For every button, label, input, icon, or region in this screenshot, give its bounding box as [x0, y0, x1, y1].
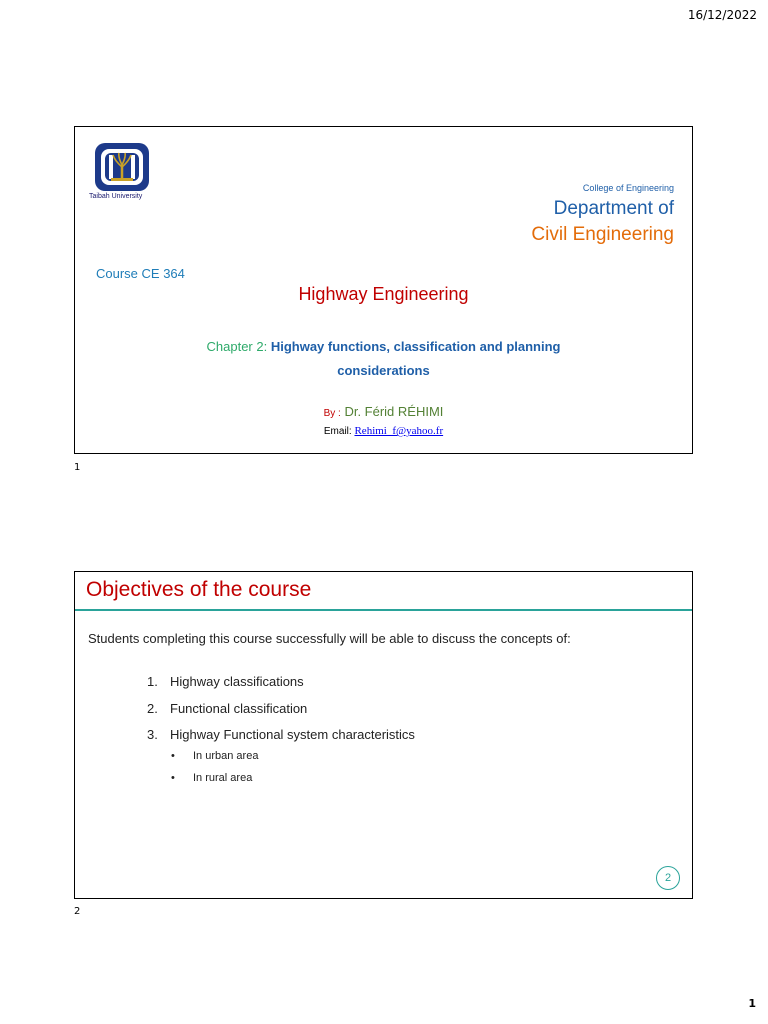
email-line	[75, 425, 692, 437]
page-number: 1	[748, 997, 756, 1010]
list-item: 2. Functional classification	[147, 700, 308, 716]
course-title: Highway Engineering	[298, 284, 469, 304]
print-date: 16/12/2022	[687, 8, 757, 22]
bullet-icon: •	[171, 750, 175, 762]
slide-number-1: 1	[74, 462, 81, 473]
chapter-heading	[135, 335, 632, 383]
university-name: Taibah University	[89, 193, 143, 200]
slide-number-2: 2	[74, 906, 81, 917]
author-name: Dr. Férid RÉHIMI	[344, 404, 444, 419]
list-item: • In rural area	[171, 772, 253, 784]
list-item: • In urban area	[171, 750, 259, 762]
list-item: 3. Highway Functional system characteristics	[147, 727, 415, 742]
chapter-title-line-1: Highway functions, classification and planning	[270, 339, 561, 354]
email-link[interactable]: Rehimi_f@yahoo.fr	[354, 425, 444, 437]
objectives-title: Objectives of the course	[86, 578, 312, 601]
chapter-label: Chapter 2:	[206, 339, 268, 354]
slide-2	[74, 571, 693, 899]
author-line	[75, 404, 692, 419]
list-item: 1. Highway classifications	[147, 674, 304, 689]
slide-badge: 2	[656, 866, 680, 890]
sub-bullet-list	[171, 750, 258, 794]
chapter-title-line-2: considerations	[337, 363, 430, 378]
college-name: College of Engineering	[582, 183, 674, 193]
department-line-1: Department of	[553, 198, 674, 219]
objectives-intro: Students completing this course successfully will be able to discuss the concepts of:	[88, 631, 571, 646]
by-label: By :	[323, 408, 341, 419]
email-label: Email:	[323, 426, 352, 437]
course-code: Course CE 364	[96, 266, 185, 281]
department-line-2: Civil Engineering	[531, 224, 674, 245]
title-divider	[75, 609, 692, 611]
objectives-list	[147, 674, 415, 754]
university-logo-icon	[93, 141, 151, 193]
bullet-icon: •	[171, 772, 175, 784]
slide-1	[74, 126, 693, 454]
